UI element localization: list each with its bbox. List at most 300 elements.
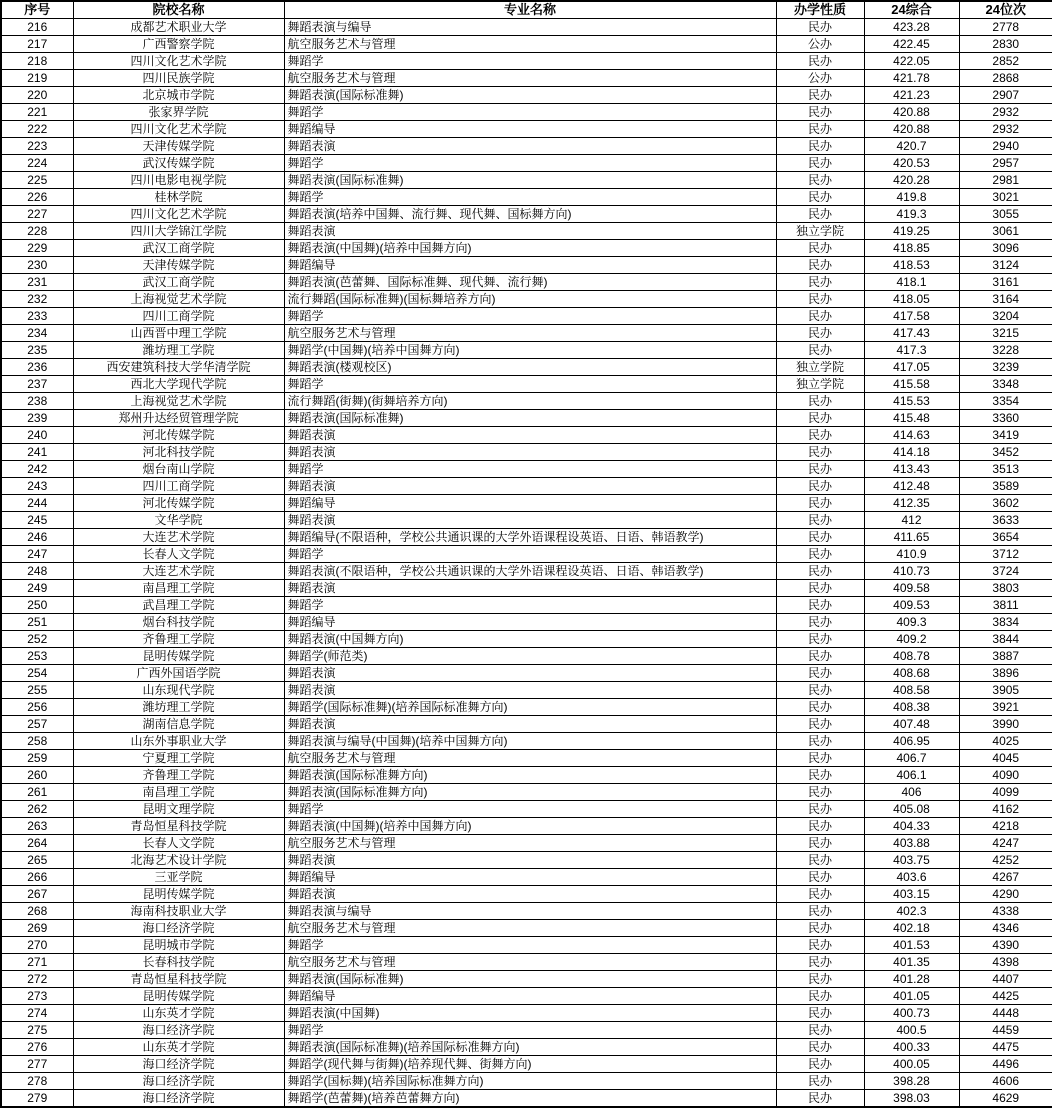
seq-cell: 257 [1, 716, 73, 733]
table-row [1, 971, 1052, 988]
school-cell: 四川文化艺术学院 [73, 53, 284, 70]
table-row [1, 342, 1052, 359]
type-cell: 民办 [776, 1073, 864, 1090]
seq-cell: 267 [1, 886, 73, 903]
score-cell: 423.28 [864, 19, 959, 36]
school-cell: 广西外国语学院 [73, 665, 284, 682]
rank-cell: 3811 [959, 597, 1052, 614]
seq-cell: 260 [1, 767, 73, 784]
seq-cell: 270 [1, 937, 73, 954]
major-cell: 舞蹈表演 [284, 138, 776, 155]
header-rank-24: 24位次 [959, 1, 1052, 19]
seq-cell: 219 [1, 70, 73, 87]
table-row [1, 716, 1052, 733]
rank-cell: 2932 [959, 104, 1052, 121]
table-row [1, 682, 1052, 699]
score-cell: 412.35 [864, 495, 959, 512]
rank-cell: 3239 [959, 359, 1052, 376]
table-row [1, 614, 1052, 631]
table-row [1, 801, 1052, 818]
rank-cell: 3204 [959, 308, 1052, 325]
major-cell: 舞蹈学 [284, 597, 776, 614]
major-cell: 舞蹈表演 [284, 427, 776, 444]
seq-cell: 241 [1, 444, 73, 461]
score-cell: 400.05 [864, 1056, 959, 1073]
table-row [1, 376, 1052, 393]
school-cell: 四川民族学院 [73, 70, 284, 87]
school-cell: 昆明城市学院 [73, 937, 284, 954]
major-cell: 舞蹈表演与编导(中国舞)(培养中国舞方向) [284, 733, 776, 750]
major-cell: 舞蹈学(国标舞)(培养国际标准舞方向) [284, 1073, 776, 1090]
table-row [1, 818, 1052, 835]
seq-cell: 230 [1, 257, 73, 274]
header-school: 院校名称 [73, 1, 284, 19]
school-cell: 长春科技学院 [73, 954, 284, 971]
school-cell: 大连艺术学院 [73, 529, 284, 546]
major-cell: 舞蹈学 [284, 1022, 776, 1039]
score-cell: 405.08 [864, 801, 959, 818]
major-cell: 航空服务艺术与管理 [284, 70, 776, 87]
score-cell: 410.9 [864, 546, 959, 563]
major-cell: 舞蹈学(芭蕾舞)(培养芭蕾舞方向) [284, 1090, 776, 1108]
score-cell: 408.68 [864, 665, 959, 682]
type-cell: 民办 [776, 444, 864, 461]
rank-cell: 4407 [959, 971, 1052, 988]
type-cell: 独立学院 [776, 376, 864, 393]
rank-cell: 3513 [959, 461, 1052, 478]
seq-cell: 238 [1, 393, 73, 410]
major-cell: 舞蹈学 [284, 461, 776, 478]
type-cell: 民办 [776, 546, 864, 563]
school-cell: 西安建筑科技大学华清学院 [73, 359, 284, 376]
school-cell: 山西晋中理工学院 [73, 325, 284, 342]
rank-cell: 4346 [959, 920, 1052, 937]
header-major: 专业名称 [284, 1, 776, 19]
school-cell: 青岛恒星科技学院 [73, 818, 284, 835]
table-row [1, 495, 1052, 512]
seq-cell: 279 [1, 1090, 73, 1108]
score-cell: 417.58 [864, 308, 959, 325]
rank-cell: 3834 [959, 614, 1052, 631]
table-row [1, 750, 1052, 767]
major-cell: 航空服务艺术与管理 [284, 920, 776, 937]
table-row [1, 903, 1052, 920]
rank-cell: 3712 [959, 546, 1052, 563]
major-cell: 舞蹈编导 [284, 614, 776, 631]
score-cell: 404.33 [864, 818, 959, 835]
score-cell: 409.3 [864, 614, 959, 631]
major-cell: 舞蹈表演(国际标准舞) [284, 87, 776, 104]
school-cell: 潍坊理工学院 [73, 342, 284, 359]
rank-cell: 4390 [959, 937, 1052, 954]
major-cell: 舞蹈学 [284, 53, 776, 70]
table-row [1, 597, 1052, 614]
seq-cell: 248 [1, 563, 73, 580]
rank-cell: 2940 [959, 138, 1052, 155]
table-row [1, 257, 1052, 274]
header-seq: 序号 [1, 1, 73, 19]
school-cell: 武昌理工学院 [73, 597, 284, 614]
rank-cell: 4425 [959, 988, 1052, 1005]
table-row [1, 308, 1052, 325]
major-cell: 舞蹈编导 [284, 257, 776, 274]
score-cell: 401.53 [864, 937, 959, 954]
rank-cell: 4218 [959, 818, 1052, 835]
school-cell: 昆明文理学院 [73, 801, 284, 818]
school-cell: 海南科技职业大学 [73, 903, 284, 920]
school-cell: 昆明传媒学院 [73, 988, 284, 1005]
score-cell: 408.78 [864, 648, 959, 665]
school-cell: 南昌理工学院 [73, 580, 284, 597]
type-cell: 民办 [776, 665, 864, 682]
rank-cell: 2907 [959, 87, 1052, 104]
major-cell: 航空服务艺术与管理 [284, 325, 776, 342]
score-cell: 419.8 [864, 189, 959, 206]
seq-cell: 234 [1, 325, 73, 342]
major-cell: 舞蹈编导 [284, 988, 776, 1005]
seq-cell: 255 [1, 682, 73, 699]
score-cell: 406.95 [864, 733, 959, 750]
score-cell: 406 [864, 784, 959, 801]
school-cell: 郑州升达经贸管理学院 [73, 410, 284, 427]
school-cell: 张家界学院 [73, 104, 284, 121]
seq-cell: 274 [1, 1005, 73, 1022]
seq-cell: 218 [1, 53, 73, 70]
type-cell: 民办 [776, 1022, 864, 1039]
score-cell: 420.28 [864, 172, 959, 189]
school-cell: 齐鲁理工学院 [73, 631, 284, 648]
school-cell: 大连艺术学院 [73, 563, 284, 580]
school-cell: 烟台南山学院 [73, 461, 284, 478]
score-cell: 418.53 [864, 257, 959, 274]
type-cell: 民办 [776, 631, 864, 648]
major-cell: 舞蹈编导 [284, 495, 776, 512]
seq-cell: 264 [1, 835, 73, 852]
table-row [1, 172, 1052, 189]
table-row [1, 920, 1052, 937]
score-cell: 401.35 [864, 954, 959, 971]
school-cell: 海口经济学院 [73, 1090, 284, 1108]
score-cell: 415.53 [864, 393, 959, 410]
major-cell: 舞蹈表演(中国舞) [284, 1005, 776, 1022]
seq-cell: 217 [1, 36, 73, 53]
major-cell: 舞蹈学(国际标准舞)(培养国际标准舞方向) [284, 699, 776, 716]
type-cell: 公办 [776, 70, 864, 87]
table-row [1, 444, 1052, 461]
seq-cell: 261 [1, 784, 73, 801]
table-row [1, 580, 1052, 597]
type-cell: 民办 [776, 1039, 864, 1056]
rank-cell: 4606 [959, 1073, 1052, 1090]
type-cell: 民办 [776, 1090, 864, 1108]
type-cell: 民办 [776, 835, 864, 852]
seq-cell: 240 [1, 427, 73, 444]
school-cell: 长春人文学院 [73, 546, 284, 563]
rank-cell: 2778 [959, 19, 1052, 36]
rank-cell: 2868 [959, 70, 1052, 87]
score-cell: 422.05 [864, 53, 959, 70]
major-cell: 舞蹈表演 [284, 478, 776, 495]
school-cell: 昆明传媒学院 [73, 886, 284, 903]
rank-cell: 3896 [959, 665, 1052, 682]
major-cell: 舞蹈表演(中国舞)(培养中国舞方向) [284, 240, 776, 257]
table-row [1, 206, 1052, 223]
type-cell: 民办 [776, 342, 864, 359]
major-cell: 舞蹈表演与编导 [284, 19, 776, 36]
school-cell: 武汉传媒学院 [73, 155, 284, 172]
school-cell: 天津传媒学院 [73, 138, 284, 155]
seq-cell: 227 [1, 206, 73, 223]
school-cell: 青岛恒星科技学院 [73, 971, 284, 988]
school-cell: 成都艺术职业大学 [73, 19, 284, 36]
rank-cell: 4045 [959, 750, 1052, 767]
seq-cell: 245 [1, 512, 73, 529]
score-cell: 403.15 [864, 886, 959, 903]
rank-cell: 4162 [959, 801, 1052, 818]
seq-cell: 235 [1, 342, 73, 359]
major-cell: 流行舞蹈(国际标准舞)(国标舞培养方向) [284, 291, 776, 308]
rank-cell: 3844 [959, 631, 1052, 648]
table-row [1, 988, 1052, 1005]
score-cell: 418.05 [864, 291, 959, 308]
table-row [1, 104, 1052, 121]
score-cell: 420.88 [864, 104, 959, 121]
score-cell: 421.23 [864, 87, 959, 104]
rank-cell: 4267 [959, 869, 1052, 886]
score-cell: 413.43 [864, 461, 959, 478]
major-cell: 航空服务艺术与管理 [284, 750, 776, 767]
type-cell: 民办 [776, 274, 864, 291]
school-cell: 西北大学现代学院 [73, 376, 284, 393]
type-cell: 民办 [776, 291, 864, 308]
type-cell: 民办 [776, 750, 864, 767]
score-cell: 419.25 [864, 223, 959, 240]
seq-cell: 272 [1, 971, 73, 988]
type-cell: 民办 [776, 733, 864, 750]
score-cell: 418.85 [864, 240, 959, 257]
table-row [1, 19, 1052, 36]
rank-cell: 3215 [959, 325, 1052, 342]
school-cell: 长春人文学院 [73, 835, 284, 852]
table-row [1, 325, 1052, 342]
type-cell: 民办 [776, 818, 864, 835]
seq-cell: 224 [1, 155, 73, 172]
rank-cell: 3633 [959, 512, 1052, 529]
type-cell: 民办 [776, 988, 864, 1005]
seq-cell: 232 [1, 291, 73, 308]
rank-cell: 3354 [959, 393, 1052, 410]
type-cell: 民办 [776, 971, 864, 988]
score-cell: 400.33 [864, 1039, 959, 1056]
score-cell: 412 [864, 512, 959, 529]
rank-cell: 2957 [959, 155, 1052, 172]
school-cell: 河北传媒学院 [73, 495, 284, 512]
type-cell: 民办 [776, 937, 864, 954]
seq-cell: 275 [1, 1022, 73, 1039]
table-row [1, 767, 1052, 784]
type-cell: 民办 [776, 172, 864, 189]
type-cell: 民办 [776, 920, 864, 937]
seq-cell: 229 [1, 240, 73, 257]
type-cell: 民办 [776, 529, 864, 546]
rank-cell: 3990 [959, 716, 1052, 733]
school-cell: 齐鲁理工学院 [73, 767, 284, 784]
type-cell: 公办 [776, 36, 864, 53]
school-cell: 武汉工商学院 [73, 240, 284, 257]
type-cell: 民办 [776, 716, 864, 733]
score-cell: 403.88 [864, 835, 959, 852]
seq-cell: 259 [1, 750, 73, 767]
major-cell: 流行舞蹈(街舞)(街舞培养方向) [284, 393, 776, 410]
seq-cell: 244 [1, 495, 73, 512]
score-cell: 420.53 [864, 155, 959, 172]
major-cell: 舞蹈学 [284, 155, 776, 172]
rank-cell: 2852 [959, 53, 1052, 70]
seq-cell: 231 [1, 274, 73, 291]
seq-cell: 262 [1, 801, 73, 818]
table-row [1, 223, 1052, 240]
school-cell: 北京城市学院 [73, 87, 284, 104]
score-cell: 409.2 [864, 631, 959, 648]
school-cell: 四川大学锦江学院 [73, 223, 284, 240]
score-cell: 422.45 [864, 36, 959, 53]
rank-cell: 3164 [959, 291, 1052, 308]
school-cell: 武汉工商学院 [73, 274, 284, 291]
major-cell: 舞蹈表演与编导 [284, 903, 776, 920]
table-row [1, 529, 1052, 546]
type-cell: 民办 [776, 648, 864, 665]
school-cell: 文华学院 [73, 512, 284, 529]
seq-cell: 220 [1, 87, 73, 104]
school-cell: 河北传媒学院 [73, 427, 284, 444]
table-row [1, 291, 1052, 308]
type-cell: 民办 [776, 138, 864, 155]
score-cell: 401.28 [864, 971, 959, 988]
type-cell: 民办 [776, 512, 864, 529]
rank-cell: 4475 [959, 1039, 1052, 1056]
seq-cell: 273 [1, 988, 73, 1005]
table-row [1, 869, 1052, 886]
school-cell: 海口经济学院 [73, 1022, 284, 1039]
school-cell: 桂林学院 [73, 189, 284, 206]
major-cell: 舞蹈表演 [284, 682, 776, 699]
major-cell: 舞蹈学 [284, 189, 776, 206]
score-cell: 417.43 [864, 325, 959, 342]
rank-cell: 3654 [959, 529, 1052, 546]
major-cell: 舞蹈学 [284, 308, 776, 325]
seq-cell: 252 [1, 631, 73, 648]
major-cell: 舞蹈表演(中国舞)(培养中国舞方向) [284, 818, 776, 835]
table-row [1, 240, 1052, 257]
rank-cell: 3602 [959, 495, 1052, 512]
type-cell: 民办 [776, 580, 864, 597]
school-cell: 海口经济学院 [73, 920, 284, 937]
type-cell: 民办 [776, 121, 864, 138]
seq-cell: 247 [1, 546, 73, 563]
type-cell: 民办 [776, 597, 864, 614]
score-cell: 398.03 [864, 1090, 959, 1108]
major-cell: 舞蹈表演(芭蕾舞、国际标准舞、现代舞、流行舞) [284, 274, 776, 291]
major-cell: 舞蹈表演 [284, 852, 776, 869]
type-cell: 民办 [776, 189, 864, 206]
major-cell: 航空服务艺术与管理 [284, 954, 776, 971]
seq-cell: 233 [1, 308, 73, 325]
rank-cell: 3096 [959, 240, 1052, 257]
seq-cell: 216 [1, 19, 73, 36]
school-cell: 潍坊理工学院 [73, 699, 284, 716]
type-cell: 民办 [776, 699, 864, 716]
score-cell: 415.58 [864, 376, 959, 393]
table-row [1, 36, 1052, 53]
rank-cell: 3452 [959, 444, 1052, 461]
score-cell: 408.58 [864, 682, 959, 699]
table-row [1, 546, 1052, 563]
major-cell: 舞蹈编导 [284, 121, 776, 138]
major-cell: 舞蹈表演(不限语种，学校公共通识课的大学外语课程设英语、日语、韩语教学) [284, 563, 776, 580]
score-cell: 420.7 [864, 138, 959, 155]
table-row [1, 699, 1052, 716]
score-cell: 406.1 [864, 767, 959, 784]
rank-cell: 3021 [959, 189, 1052, 206]
seq-cell: 225 [1, 172, 73, 189]
table-row [1, 427, 1052, 444]
type-cell: 民办 [776, 155, 864, 172]
table-row [1, 648, 1052, 665]
major-cell: 舞蹈表演 [284, 665, 776, 682]
rank-cell: 3724 [959, 563, 1052, 580]
score-cell: 411.65 [864, 529, 959, 546]
school-cell: 海口经济学院 [73, 1073, 284, 1090]
major-cell: 舞蹈表演(国际标准舞) [284, 971, 776, 988]
score-cell: 409.58 [864, 580, 959, 597]
school-cell: 河北科技学院 [73, 444, 284, 461]
major-cell: 舞蹈表演(国际标准舞)(培养国际标准舞方向) [284, 1039, 776, 1056]
header-row [1, 1, 1052, 19]
rank-cell: 4338 [959, 903, 1052, 920]
seq-cell: 271 [1, 954, 73, 971]
seq-cell: 221 [1, 104, 73, 121]
header-score-24: 24综合 [864, 1, 959, 19]
major-cell: 舞蹈学(中国舞)(培养中国舞方向) [284, 342, 776, 359]
table-row [1, 87, 1052, 104]
type-cell: 民办 [776, 410, 864, 427]
type-cell: 民办 [776, 1005, 864, 1022]
school-cell: 四川文化艺术学院 [73, 206, 284, 223]
seq-cell: 242 [1, 461, 73, 478]
major-cell: 航空服务艺术与管理 [284, 835, 776, 852]
type-cell: 民办 [776, 257, 864, 274]
rank-cell: 4025 [959, 733, 1052, 750]
rank-cell: 3887 [959, 648, 1052, 665]
table-row [1, 393, 1052, 410]
type-cell: 民办 [776, 240, 864, 257]
seq-cell: 236 [1, 359, 73, 376]
major-cell: 舞蹈学 [284, 937, 776, 954]
school-cell: 上海视觉艺术学院 [73, 291, 284, 308]
score-cell: 402.18 [864, 920, 959, 937]
rank-cell: 4629 [959, 1090, 1052, 1108]
rank-cell: 3228 [959, 342, 1052, 359]
type-cell: 民办 [776, 308, 864, 325]
seq-cell: 249 [1, 580, 73, 597]
seq-cell: 222 [1, 121, 73, 138]
major-cell: 舞蹈学(现代舞与街舞)(培养现代舞、街舞方向) [284, 1056, 776, 1073]
score-cell: 410.73 [864, 563, 959, 580]
type-cell: 民办 [776, 53, 864, 70]
school-cell: 海口经济学院 [73, 1056, 284, 1073]
seq-cell: 237 [1, 376, 73, 393]
score-cell: 415.48 [864, 410, 959, 427]
